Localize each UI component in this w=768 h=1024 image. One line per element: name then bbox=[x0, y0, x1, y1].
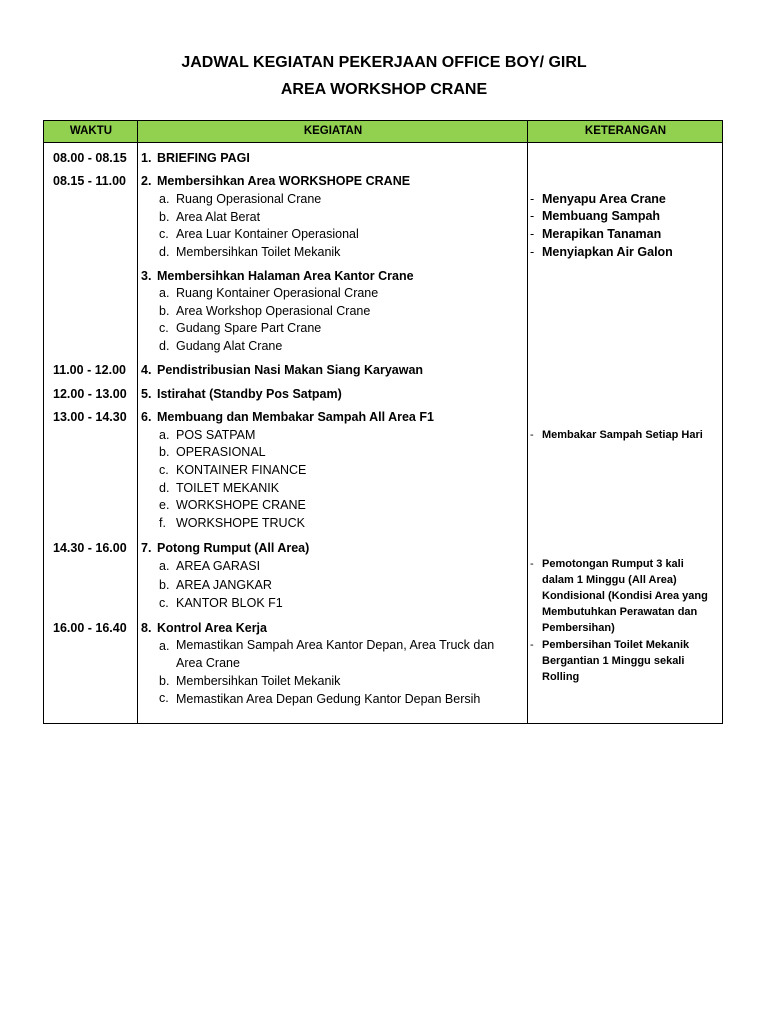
sub-item-letter: d. bbox=[159, 245, 170, 259]
sub-item: KANTOR BLOK F1 bbox=[176, 596, 283, 610]
note-item: Menyapu Area Crane bbox=[542, 192, 666, 206]
note-line: Kondisional (Kondisi Area yang bbox=[542, 590, 708, 602]
schedule-table bbox=[43, 120, 723, 724]
column-divider bbox=[137, 121, 138, 723]
sub-item: WORKSHOPE TRUCK bbox=[176, 516, 305, 530]
time-cell: 11.00 - 12.00 bbox=[53, 363, 126, 377]
sub-item-letter: f. bbox=[159, 516, 166, 530]
sub-item-letter: b. bbox=[159, 210, 170, 224]
sub-item-letter: d. bbox=[159, 481, 170, 495]
sub-item: Ruang Kontainer Operasional Crane bbox=[176, 286, 379, 300]
activity-number: 3. bbox=[141, 269, 152, 283]
sub-item-letter: c. bbox=[159, 596, 169, 610]
note-dash: - bbox=[530, 558, 534, 570]
sub-item: Gudang Alat Crane bbox=[176, 339, 283, 353]
column-divider bbox=[527, 121, 528, 723]
sub-item-letter: a. bbox=[159, 639, 170, 653]
activity-title: Membuang dan Membakar Sampah All Area F1 bbox=[157, 410, 434, 424]
sub-item-letter: c. bbox=[159, 691, 169, 705]
sub-item: Memastikan Sampah Area Kantor Depan, Area Truck dan bbox=[176, 638, 495, 652]
sub-item-letter: c. bbox=[159, 463, 169, 477]
sub-item-letter: c. bbox=[159, 321, 169, 335]
activity-title: Kontrol Area Kerja bbox=[157, 621, 267, 635]
sub-item: Memastikan Area Depan Gedung Kantor Depan Bersih bbox=[176, 692, 481, 706]
sub-item-letter: b. bbox=[159, 578, 170, 592]
note-dash: - bbox=[530, 639, 534, 651]
sub-item-letter: a. bbox=[159, 286, 170, 300]
activity-title: Membersihkan Area WORKSHOPE CRANE bbox=[157, 174, 411, 188]
activity-number: 4. bbox=[141, 363, 152, 377]
header-kegiatan: KEGIATAN bbox=[303, 125, 363, 137]
sub-item: AREA JANGKAR bbox=[176, 578, 272, 592]
note-dash: - bbox=[530, 209, 535, 223]
sub-item-letter: e. bbox=[159, 498, 170, 512]
time-cell: 14.30 - 16.00 bbox=[53, 541, 127, 555]
sub-item-letter: a. bbox=[159, 192, 170, 206]
note-line: Bergantian 1 Minggu sekali bbox=[542, 655, 685, 667]
note-line: Rolling bbox=[542, 671, 580, 683]
sub-item-letter: b. bbox=[159, 674, 170, 688]
sub-item-letter: c. bbox=[159, 227, 169, 241]
note-dash: - bbox=[530, 227, 535, 241]
sub-item: POS SATPAM bbox=[176, 428, 256, 442]
note-line: dalam 1 Minggu (All Area) bbox=[542, 574, 677, 586]
activity-number: 7. bbox=[141, 541, 152, 555]
activity-number: 2. bbox=[141, 174, 152, 188]
sub-item-letter: d. bbox=[159, 339, 170, 353]
sub-item: KONTAINER FINANCE bbox=[176, 463, 307, 477]
note-dash: - bbox=[530, 192, 535, 206]
sub-item: Ruang Operasional Crane bbox=[176, 192, 322, 206]
note-line: Pembersihan Toilet Mekanik bbox=[542, 639, 690, 651]
sub-item-continuation: Area Crane bbox=[176, 656, 240, 670]
sub-item: Area Luar Kontainer Operasional bbox=[176, 227, 359, 241]
sub-item: Area Workshop Operasional Crane bbox=[176, 304, 371, 318]
sub-item: Membersihkan Toilet Mekanik bbox=[176, 674, 341, 688]
page-subtitle: AREA WORKSHOP CRANE bbox=[280, 81, 488, 98]
header-keterangan: KETERANGAN bbox=[584, 125, 667, 137]
sub-item-letter: b. bbox=[159, 445, 170, 459]
sub-item-letter: b. bbox=[159, 304, 170, 318]
time-cell: 13.00 - 14.30 bbox=[53, 410, 127, 424]
sub-item: OPERASIONAL bbox=[176, 445, 266, 459]
note-item: Menyiapkan Air Galon bbox=[542, 245, 673, 259]
activity-title: BRIEFING PAGI bbox=[157, 151, 250, 165]
activity-number: 8. bbox=[141, 621, 152, 635]
activity-title: Potong Rumput (All Area) bbox=[157, 541, 310, 555]
activity-title: Membersihkan Halaman Area Kantor Crane bbox=[157, 269, 414, 283]
activity-title: Istirahat (Standby Pos Satpam) bbox=[157, 387, 342, 401]
time-cell: 08.15 - 11.00 bbox=[53, 174, 126, 188]
sub-item: TOILET MEKANIK bbox=[176, 481, 280, 495]
sub-item: Gudang Spare Part Crane bbox=[176, 321, 322, 335]
time-cell: 16.00 - 16.40 bbox=[53, 621, 127, 635]
activity-title: Pendistribusian Nasi Makan Siang Karyawan bbox=[157, 363, 424, 377]
note-item: Membuang Sampah bbox=[542, 209, 661, 223]
note-line: Membutuhkan Perawatan dan bbox=[542, 606, 698, 618]
page-title: JADWAL KEGIATAN PEKERJAAN OFFICE BOY/ GIRL bbox=[181, 54, 587, 71]
sub-item-letter: a. bbox=[159, 559, 170, 573]
activity-number: 5. bbox=[141, 387, 152, 401]
note-line: Pembersihan) bbox=[542, 622, 615, 634]
sub-item: Membersihkan Toilet Mekanik bbox=[176, 245, 341, 259]
note-dash: - bbox=[530, 429, 534, 441]
note-item: Membakar Sampah Setiap Hari bbox=[542, 429, 703, 441]
header-waktu: WAKTU bbox=[69, 125, 113, 137]
activity-number: 6. bbox=[141, 410, 152, 424]
time-cell: 12.00 - 13.00 bbox=[53, 387, 127, 401]
sub-item: AREA GARASI bbox=[176, 559, 261, 573]
time-cell: 08.00 - 08.15 bbox=[53, 151, 127, 165]
sub-item: Area Alat Berat bbox=[176, 210, 261, 224]
activity-number: 1. bbox=[141, 151, 152, 165]
note-item: Merapikan Tanaman bbox=[542, 227, 662, 241]
note-line: Pemotongan Rumput 3 kali bbox=[542, 558, 684, 570]
sub-item-letter: a. bbox=[159, 428, 170, 442]
note-dash: - bbox=[530, 245, 535, 259]
sub-item: WORKSHOPE CRANE bbox=[176, 498, 306, 512]
